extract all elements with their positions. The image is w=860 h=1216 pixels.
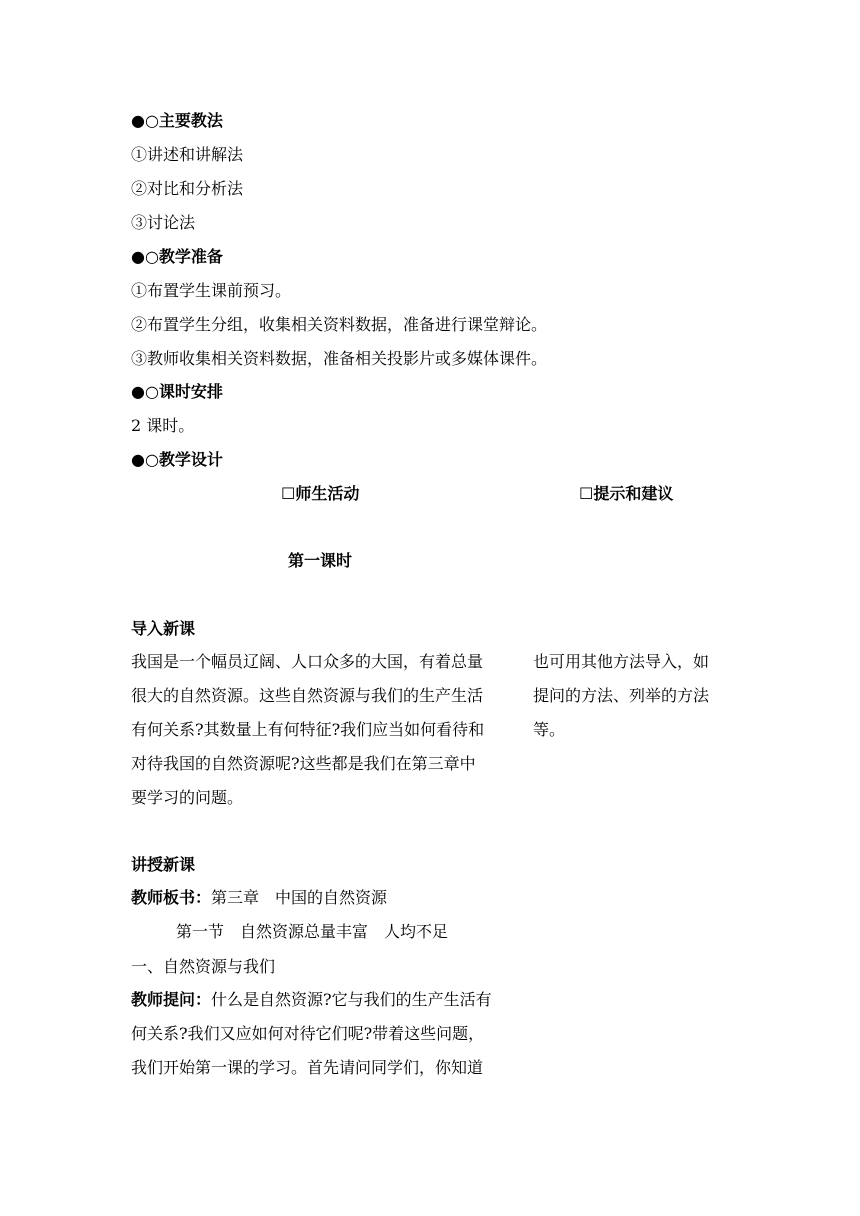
tip-line: 提问的方法、列举的方法: [533, 686, 710, 705]
col-header-activities: ☐师生活动: [281, 484, 360, 503]
question-label: 教师提问：: [131, 990, 212, 1009]
prep-item-1: ①布置学生课前预习。: [131, 281, 292, 300]
method-item-3: ③讨论法: [131, 213, 196, 232]
question-first: 什么是自然资源?它与我们的生产生活有: [211, 990, 492, 1009]
question-line-3: 我们开始第一课的学习。首先请问同学们，你知道: [131, 1058, 484, 1077]
period-title: 第一课时: [288, 551, 353, 570]
design-heading: ●○教学设计: [131, 450, 223, 469]
prep-item-2: ②布置学生分组，收集相关资料数据，准备进行课堂辩论。: [131, 315, 548, 334]
tip-line: 等。: [533, 720, 566, 739]
col-header-tips: ☐提示和建议: [579, 484, 674, 503]
section-title: 第一节 自然资源总量丰富 人均不足: [176, 922, 449, 941]
method-item-1: ①讲述和讲解法: [131, 145, 244, 164]
schedule-heading: ●○课时安排: [131, 382, 223, 401]
intro-line: 我国是一个幅员辽阔、人口众多的大国，有着总量: [131, 652, 484, 671]
intro-tip: [533, 645, 733, 747]
intro-line: 对待我国的自然资源呢?这些都是我们在第三章中: [131, 754, 476, 773]
intro-line: 有何关系?其数量上有何特征?我们应当如何看待和: [131, 720, 485, 739]
prep-heading: ●○教学准备: [131, 247, 223, 266]
prep-item-3: ③教师收集相关资料数据，准备相关投影片或多媒体课件。: [131, 349, 548, 368]
schedule-text: 2 课时。: [131, 416, 195, 435]
intro-line: 要学习的问题。: [131, 788, 244, 807]
question-line-2: 何关系?我们又应如何对待它们呢?带着这些问题，: [131, 1024, 485, 1043]
question-line: [131, 989, 492, 1011]
methods-heading: ●○主要教法: [131, 111, 223, 130]
intro-paragraph: [131, 645, 521, 815]
board-line: [131, 887, 387, 909]
board-text: 第三章 中国的自然资源: [211, 888, 388, 907]
subsection-title: 一、自然资源与我们: [131, 957, 276, 976]
board-label: 教师板书：: [131, 888, 212, 907]
new-lesson-heading: 讲授新课: [131, 855, 196, 874]
tip-line: 也可用其他方法导入，如: [533, 652, 710, 671]
method-item-2: ②对比和分析法: [131, 179, 244, 198]
intro-line: 很大的自然资源。这些自然资源与我们的生产生活: [131, 686, 484, 705]
intro-heading: 导入新课: [131, 619, 196, 638]
